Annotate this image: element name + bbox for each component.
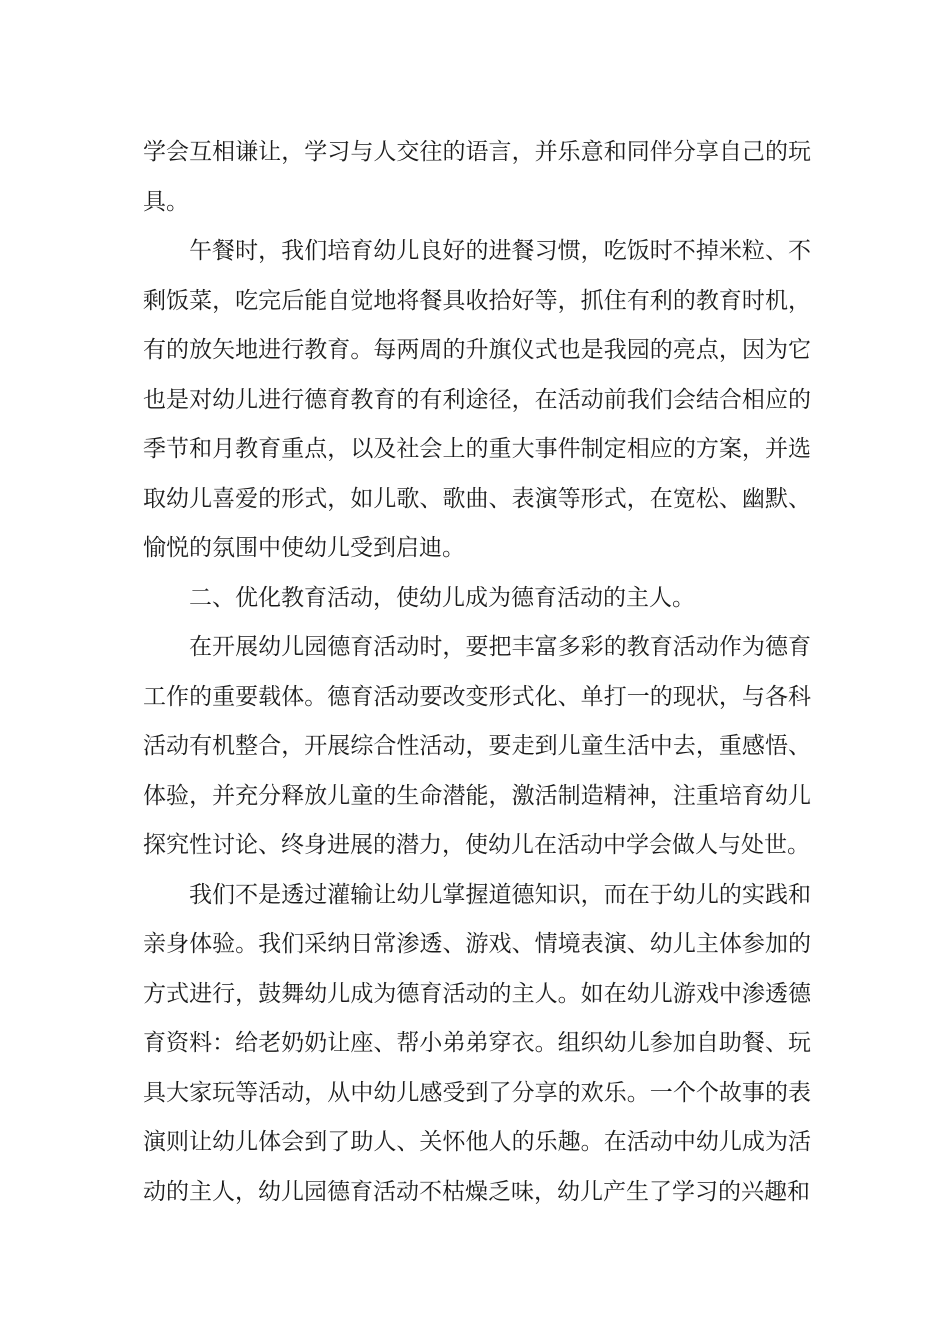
paragraph-practice: 我们不是透过灌输让幼儿掌握道德知识，而在于幼儿的实践和亲身体验。我们采纳日常渗透、游戏、情境表演、幼儿主体参加的方式进行，鼓舞幼儿成为德育活动的主人。如在幼儿游戏中渗透德育资料：给老奶奶让座、帮小弟弟穿衣。组织幼儿参加自助餐、玩具大家玩等活动，从中幼儿感受到了分享的欢乐。一个个故事的表演则让幼儿体会到了助人、关怀他人的乐趣。在活动中幼儿成为活动的主人，幼儿园德育活动不枯燥乏味，幼儿产生了学习的兴趣和	[143, 881, 811, 1205]
section-heading: 二、优化教育活动，使幼儿成为德育活动的主人。	[189, 584, 695, 611]
document-body	[143, 128, 811, 1217]
paragraph-activities: 在开展幼儿园德育活动时，要把丰富多彩的教育活动作为德育工作的重要载体。德育活动要改变形式化、单打一的现状，与各科活动有机整合，开展综合性活动，要走到儿童生活中去，重感悟、体验，并充分释放儿童的生命潜能，激活制造精神，注重培育幼儿探究性讨论、终身进展的潜力，使幼儿在活动中学会做人与处世。	[143, 634, 811, 858]
paragraph-lunch: 午餐时，我们培育幼儿良好的进餐习惯，吃饭时不掉米粒、不剩饭菜，吃完后能自觉地将餐具收拾好等，抓住有利的教育时机，有的放矢地进行教育。每两周的升旗仪式也是我园的亮点，因为它也是对幼儿进行德育教育的有利途径，在活动前我们会结合相应的季节和月教育重点，以及社会上的重大事件制定相应的方案，并选取幼儿喜爱的形式，如儿歌、歌曲、表演等形式，在宽松、幽默、愉悦的氛围中使幼儿受到启迪。	[143, 238, 811, 561]
paragraph-continuation: 学会互相谦让，学习与人交往的语言，并乐意和同伴分享自己的玩具。	[143, 139, 811, 215]
